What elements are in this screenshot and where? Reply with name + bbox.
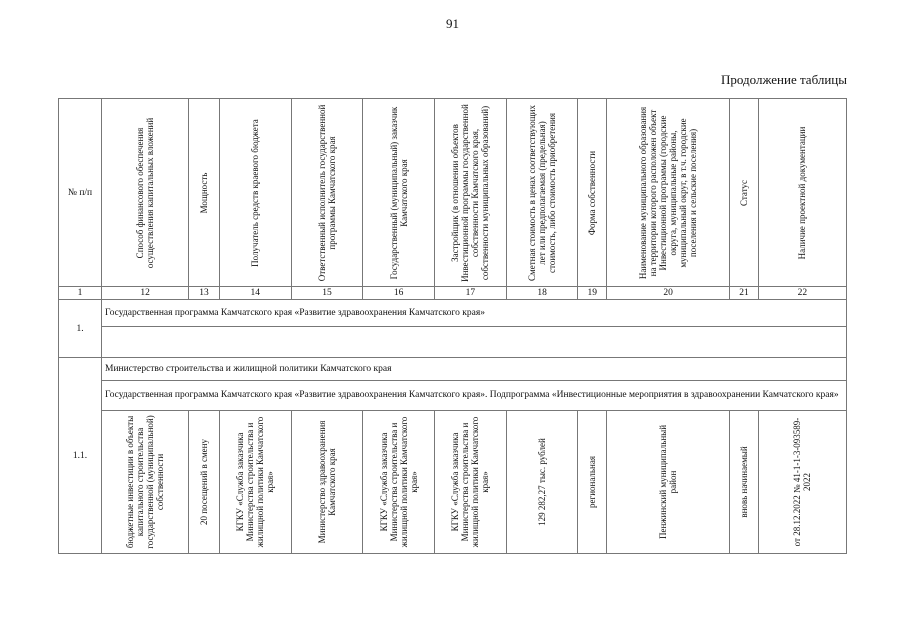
municipality-cell: Пенжинский муниципальный район	[607, 411, 730, 554]
header-capacity: Мощность	[189, 99, 220, 287]
ownership-form-cell: региональная	[578, 411, 607, 554]
column-number: 12	[102, 287, 189, 300]
header-project-documentation: Наличие проектной документации	[758, 99, 846, 287]
table-row	[59, 411, 847, 554]
header-responsible-executor: Ответственный исполнитель государственной программы Камчатского края	[291, 99, 363, 287]
table-row	[59, 300, 847, 327]
column-number: 13	[189, 287, 220, 300]
page-number: 91	[446, 16, 459, 31]
header-status: Статус	[730, 99, 759, 287]
subprogram-title: Государственная программа Камчатского края «Развитие здравоохранения Камчатского края». Подпрограмма «Инвестиционные мероприятия в здравоохранении Камчатского края»	[102, 381, 847, 411]
column-number: 21	[730, 287, 759, 300]
column-number: 16	[363, 287, 435, 300]
row-number-cell: 1.	[59, 300, 102, 358]
status-cell: вновь начинаемый	[730, 411, 759, 554]
header-row	[59, 99, 847, 287]
table-continuation-label: Продолжение таблицы	[721, 72, 847, 87]
budget-recipient-cell: КГКУ «Служба заказчика Министерства строительства и жилищной политики Камчатского края»	[219, 411, 291, 554]
column-number: 14	[219, 287, 291, 300]
header-row-number: № п/п	[59, 99, 102, 287]
column-number: 19	[578, 287, 607, 300]
column-number: 15	[291, 287, 363, 300]
developer-cell: КГКУ «Служба заказчика Министерства строительства и жилищной политики Камчатского края»	[435, 411, 507, 554]
table-row	[59, 327, 847, 358]
column-number: 17	[435, 287, 507, 300]
header-customer: Государственный (муниципальный) заказчик Камчатского края	[363, 99, 435, 287]
responsible-executor-cell: Министерство здравоохранения Камчатского края	[291, 411, 363, 554]
column-number: 22	[758, 287, 846, 300]
column-number: 18	[506, 287, 578, 300]
ministry-title: Министерство строительства и жилищной политики Камчатского края	[102, 358, 847, 381]
table-row	[59, 381, 847, 411]
investment-table	[58, 98, 847, 554]
header-ownership-form: Форма собственности	[578, 99, 607, 287]
header-estimated-cost: Сметная стоимость в ценах соответствующих лет или предполагаемая (предельная) стоимость, либо стоимость приобретения	[506, 99, 578, 287]
column-number: 20	[607, 287, 730, 300]
project-documentation-cell: от 28.12.2022 № 41-1-1-3-093589-2022	[758, 411, 846, 554]
program-title: Государственная программа Камчатского края «Развитие здравоохранения Камчатского края»	[102, 300, 847, 327]
financing-method-cell: бюджетные инвестиции в объекты капитального строительства государственной (муниципальной) собственности	[102, 411, 189, 554]
header-budget-recipient: Получатель средств краевого бюджета	[219, 99, 291, 287]
column-number-row	[59, 287, 847, 300]
column-number: 1	[59, 287, 102, 300]
header-developer: Застройщик (в отношении объектов Инвестиционной программы государственной собственности Камчатского края, собственности муниципальных образований)	[435, 99, 507, 287]
capacity-cell: 20 посещений в смену	[189, 411, 220, 554]
header-financing-method: Способ финансового обеспечения осуществления капитальных вложений	[102, 99, 189, 287]
estimated-cost-cell: 129 282,27 тыс. рублей	[506, 411, 578, 554]
table-row	[59, 358, 847, 381]
row-number-cell: 1.1.	[59, 358, 102, 554]
empty-cell	[102, 327, 847, 358]
header-municipality: Наименование муниципального образования на территории которого расположен объект Инвестиционной программы (городские округа, муниципальные районы, муниципальный округ, в т.ч. городские поселения и сельские поселения)	[607, 99, 730, 287]
customer-cell: КГКУ «Служба заказчика Министерства строительства и жилищной политики Камчатского края»	[363, 411, 435, 554]
